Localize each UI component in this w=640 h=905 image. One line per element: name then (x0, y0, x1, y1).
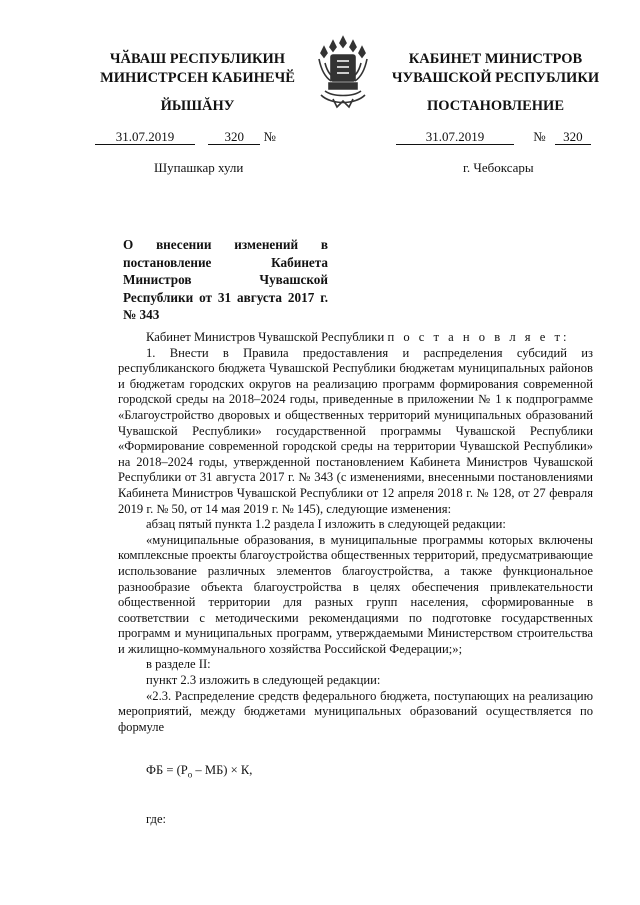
intro-paragraph (118, 330, 593, 346)
right-number: 320 (555, 130, 591, 145)
paragraph-3: «муниципальные образования, в муниципальные программы которых включены комплексные проекты благоустройства общественных территорий, предусматривающие использование различных элементов благоустройства, а также функциональное разнообразие объекта благоустройства в целях обеспечения привлекательности общественной территории для разных групп населения, сформированные в соответствии с методическими рекомендациями по подготовке государственных программ и муниципальных программ, утверждаемыми Министерством строительства и жилищно-коммунального хозяйства Российской Федерации;»; (118, 532, 593, 656)
right-number-sign: № (533, 129, 546, 144)
intro-text: Кабинет Министров Чувашской Республики (146, 330, 385, 344)
doctype-right: ПОСТАНОВЛЕНИЕ (426, 98, 564, 114)
doctype-left: ЙЫШĂНУ (160, 98, 235, 114)
coat-of-arms-icon (311, 33, 375, 111)
formula-right: – МБ) × К, (192, 763, 253, 778)
left-city: Шупашкар хули (154, 160, 244, 175)
header-right (388, 50, 603, 88)
left-number-sign: № (263, 129, 276, 144)
left-number: 320 (208, 130, 260, 145)
left-date-number (95, 129, 276, 145)
right-date-number (396, 129, 591, 145)
header-left-line1: ЧӐВАШ РЕСПУБЛИКИН (109, 51, 286, 67)
paragraph-2: абзац пятый пункта 1.2 раздела I изложить в следующей редакции: (146, 517, 506, 532)
document-body (118, 330, 593, 827)
paragraph-1: 1. Внести в Правила предоставления и распределения субсидий из республиканского бюджета Чувашской Республики бюджетам муниципальных районов и бюджетам городских округов на реализацию программ формирования современной городской среды на 2018–2024 годы, приведенные в приложении № 1 к подпрограмме «Благоустройство дворовых и общественных территорий муниципальных образований Чувашской Республики» государственной программы Чувашской Республики «Формирование современной городской среды на территории Чувашской Республики» на 2018–2024 годы, утвержденной постановлением Кабинета Министров Чувашской Республики от 31 августа 2017 г. № 343 (с изменениями, внесенными постановлениями Кабинета Министров Чувашской Республики от 12 апреля 2018 г. № 128, от 27 февраля 2019 г. № 50, от 14 мая 2019 г. № 145), следующие изменения: (118, 345, 593, 516)
paragraph-6: «2.3. Распределение средств федерального бюджета, поступающих на реализацию мероприятий, между бюджетами муниципальных образований осуществляется по формуле (118, 688, 593, 734)
formula (118, 763, 593, 783)
formula-left: ФБ = (Р (146, 763, 188, 778)
header-left-line2: МИНИСТРСЕН КАБИНЕЧӖ (100, 70, 295, 86)
header-left (90, 50, 305, 88)
document-subject: О внесении изменений в постановление Кабинета Министров Чувашской Республики от 31 августа 2017 г. № 343 (123, 237, 328, 322)
header-right-line2: ЧУВАШСКОЙ РЕСПУБЛИКИ (391, 70, 600, 86)
right-date: 31.07.2019 (396, 130, 514, 145)
left-date: 31.07.2019 (95, 130, 195, 145)
header-right-line1: КАБИНЕТ МИНИСТРОВ (408, 51, 583, 67)
paragraph-5: пункт 2.3 изложить в следующей редакции: (146, 673, 381, 688)
formula-sub: о (187, 769, 193, 780)
right-city: г. Чебоксары (463, 160, 534, 175)
where-label: где: (146, 811, 167, 826)
intro-verb: п о с т а н о в л я е т: (387, 330, 570, 344)
paragraph-4: в разделе II: (146, 657, 211, 672)
